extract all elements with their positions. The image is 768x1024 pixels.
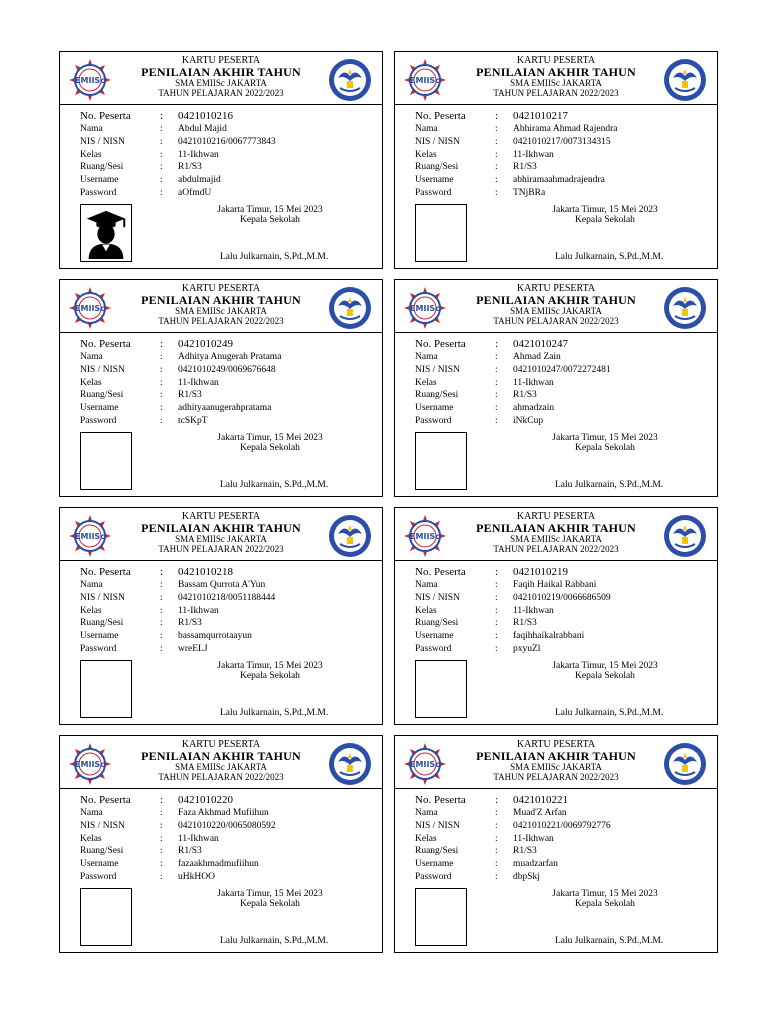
participant-username: adhityaanugerahpratama xyxy=(178,403,272,414)
row-username: Username : bassamqurrotaayun xyxy=(80,631,252,642)
participant-room: R1/S3 xyxy=(513,618,537,629)
card-title: KARTU PESERTA xyxy=(181,511,261,522)
row-username: Username : muadzarfan xyxy=(415,859,558,870)
participant-nis: 0421010221/0069792776 xyxy=(513,820,611,831)
participant-class: 11-Ikhwan xyxy=(513,605,554,616)
principal-name: Lalu Julkarnain, S.Pd.,M.M. xyxy=(220,936,329,946)
participant-password: dbpSkj xyxy=(513,871,540,882)
exam-title: PENILAIAN AKHIR TAHUN xyxy=(141,293,301,307)
card-title: KARTU PESERTA xyxy=(516,511,596,522)
school-logo-icon xyxy=(68,286,112,330)
card-grid xyxy=(59,51,718,953)
exam-title: PENILAIAN AKHIR TAHUN xyxy=(476,293,636,307)
academic-year: TAHUN PELAJARAN 2022/2023 xyxy=(158,316,284,326)
participant-card-5 xyxy=(59,507,383,725)
row-kelas: Kelas : 11-Ikhwan xyxy=(415,377,554,388)
photo-box xyxy=(80,432,132,490)
academic-year: TAHUN PELAJARAN 2022/2023 xyxy=(493,316,619,326)
row-ruang: Ruang/Sesi : R1/S3 xyxy=(80,162,202,173)
card-title: KARTU PESERTA xyxy=(181,283,261,294)
row-nama: Nama : Faza Akhmad Mufiihun xyxy=(80,808,269,818)
signature-block xyxy=(545,205,665,225)
row-nis: NIS / NISN : 0421010216/0067773843 xyxy=(80,136,276,147)
svg-text:EMIISc: EMIISc xyxy=(410,532,440,541)
principal-name: Lalu Julkarnain, S.Pd.,M.M. xyxy=(555,480,664,490)
row-nis: NIS / NISN : 0421010219/0066686509 xyxy=(415,592,611,603)
participant-class: 11-Ikhwan xyxy=(178,377,219,388)
row-nis: NIS / NISN : 0421010220/0065080592 xyxy=(80,820,276,831)
signature-block xyxy=(210,661,330,681)
tut-wuri-handayani-icon xyxy=(663,742,707,786)
photo-box xyxy=(415,204,467,262)
participant-nis: 0421010217/0073134315 xyxy=(513,136,611,147)
participant-name: Bassam Qurrota A'Yun xyxy=(178,580,266,590)
svg-text:EMIISc: EMIISc xyxy=(75,760,105,769)
sign-place-date: Jakarta Timur, 15 Mei 2023 xyxy=(217,661,323,671)
row-no-peserta: No. Peserta : 0421010249 xyxy=(80,338,233,350)
card-header xyxy=(395,52,717,105)
photo-box xyxy=(415,888,467,946)
row-password: Password : dbpSkj xyxy=(415,871,540,882)
row-kelas: Kelas : 11-Ikhwan xyxy=(80,377,219,388)
svg-text:EMIISc: EMIISc xyxy=(75,532,105,541)
participant-room: R1/S3 xyxy=(513,846,537,857)
card-title: KARTU PESERTA xyxy=(516,55,596,66)
row-nis: NIS / NISN : 0421010217/0073134315 xyxy=(415,136,611,147)
exam-title: PENILAIAN AKHIR TAHUN xyxy=(476,65,636,79)
graduate-avatar-icon xyxy=(81,205,131,261)
participant-card-7 xyxy=(59,735,383,953)
sign-place-date: Jakarta Timur, 15 Mei 2023 xyxy=(217,205,323,215)
row-ruang: Ruang/Sesi : R1/S3 xyxy=(80,618,202,629)
row-no-peserta: No. Peserta : 0421010217 xyxy=(415,110,568,122)
participant-password: uHkHOO xyxy=(178,871,215,882)
participant-username: faqihhaikalrabbani xyxy=(513,631,585,642)
row-no-peserta: No. Peserta : 0421010220 xyxy=(80,794,233,806)
participant-name: Muad'Z Arfan xyxy=(513,808,567,818)
school-name: SMA EMIISc JAKARTA xyxy=(175,534,267,544)
participant-class: 11-Ikhwan xyxy=(513,149,554,160)
participant-name: Ahmad Zain xyxy=(513,352,561,362)
participant-username: abhiramaahmadrajendra xyxy=(513,175,605,186)
svg-text:EMIISc: EMIISc xyxy=(75,304,105,313)
card-header xyxy=(395,280,717,333)
school-logo-icon xyxy=(403,514,447,558)
principal-name: Lalu Julkarnain, S.Pd.,M.M. xyxy=(220,480,329,490)
row-password: Password : wreELJ xyxy=(80,643,208,654)
participant-room: R1/S3 xyxy=(178,618,202,629)
row-kelas: Kelas : 11-Ikhwan xyxy=(80,605,219,616)
row-nama: Nama : Faqih Haikal Rabbani xyxy=(415,580,597,590)
participant-info xyxy=(415,565,611,656)
participant-class: 11-Ikhwan xyxy=(513,833,554,844)
sign-role: Kepala Sekolah xyxy=(240,443,300,453)
sign-role: Kepala Sekolah xyxy=(575,671,635,681)
participant-card-1 xyxy=(59,51,383,269)
tut-wuri-handayani-icon xyxy=(663,286,707,330)
exam-title: PENILAIAN AKHIR TAHUN xyxy=(141,65,301,79)
sign-role: Kepala Sekolah xyxy=(575,899,635,909)
row-nis: NIS / NISN : 0421010218/0051188444 xyxy=(80,592,276,603)
row-ruang: Ruang/Sesi : R1/S3 xyxy=(415,162,537,173)
exam-title: PENILAIAN AKHIR TAHUN xyxy=(476,749,636,763)
participant-username: muadzarfan xyxy=(513,859,558,870)
participant-number: 0421010220 xyxy=(178,794,233,806)
academic-year: TAHUN PELAJARAN 2022/2023 xyxy=(493,772,619,782)
school-name: SMA EMIISc JAKARTA xyxy=(510,78,602,88)
row-kelas: Kelas : 11-Ikhwan xyxy=(415,605,554,616)
row-password: Password : uHkHOO xyxy=(80,871,215,882)
row-no-peserta: No. Peserta : 0421010247 xyxy=(415,338,568,350)
participant-password: iNkCup xyxy=(513,415,544,426)
participant-info xyxy=(415,793,611,884)
row-nama: Nama : Muad'Z Arfan xyxy=(415,808,567,818)
svg-text:EMIISc: EMIISc xyxy=(410,760,440,769)
sign-place-date: Jakarta Timur, 15 Mei 2023 xyxy=(552,205,658,215)
row-username: Username : abhiramaahmadrajendra xyxy=(415,175,605,186)
academic-year: TAHUN PELAJARAN 2022/2023 xyxy=(493,544,619,554)
participant-class: 11-Ikhwan xyxy=(178,833,219,844)
photo-box xyxy=(80,204,132,262)
participant-info xyxy=(80,793,276,884)
school-logo-icon xyxy=(68,58,112,102)
participant-card-8 xyxy=(394,735,718,953)
photo-box xyxy=(80,660,132,718)
sign-role: Kepala Sekolah xyxy=(240,899,300,909)
row-kelas: Kelas : 11-Ikhwan xyxy=(80,149,219,160)
photo-box xyxy=(415,432,467,490)
signature-block xyxy=(545,433,665,453)
participant-number: 0421010219 xyxy=(513,566,568,578)
svg-text:EMIISc: EMIISc xyxy=(410,76,440,85)
participant-number: 0421010218 xyxy=(178,566,233,578)
participant-card-2 xyxy=(394,51,718,269)
signature-block xyxy=(545,661,665,681)
row-no-peserta: No. Peserta : 0421010218 xyxy=(80,566,233,578)
card-header xyxy=(60,508,382,561)
row-nama: Nama : Abhirama Ahmad Rajendra xyxy=(415,124,618,134)
sign-role: Kepala Sekolah xyxy=(240,215,300,225)
principal-name: Lalu Julkarnain, S.Pd.,M.M. xyxy=(220,708,329,718)
row-username: Username : abdulmajid xyxy=(80,175,221,186)
svg-text:EMIISc: EMIISc xyxy=(410,304,440,313)
participant-room: R1/S3 xyxy=(178,162,202,173)
participant-class: 11-Ikhwan xyxy=(513,377,554,388)
row-password: Password : tcSKpT xyxy=(80,415,208,426)
school-logo-icon xyxy=(403,58,447,102)
principal-name: Lalu Julkarnain, S.Pd.,M.M. xyxy=(555,252,664,262)
signature-block xyxy=(210,433,330,453)
signature-block xyxy=(210,205,330,225)
school-name: SMA EMIISc JAKARTA xyxy=(175,306,267,316)
school-name: SMA EMIISc JAKARTA xyxy=(175,762,267,772)
tut-wuri-handayani-icon xyxy=(328,58,372,102)
card-header xyxy=(395,508,717,561)
card-title: KARTU PESERTA xyxy=(516,283,596,294)
sign-place-date: Jakarta Timur, 15 Mei 2023 xyxy=(552,661,658,671)
participant-name: Adhitya Anugerah Pratama xyxy=(178,352,282,362)
row-nama: Nama : Bassam Qurrota A'Yun xyxy=(80,580,266,590)
sign-place-date: Jakarta Timur, 15 Mei 2023 xyxy=(552,433,658,443)
participant-number: 0421010249 xyxy=(178,338,233,350)
card-title: KARTU PESERTA xyxy=(516,739,596,750)
tut-wuri-handayani-icon xyxy=(663,58,707,102)
row-password: Password : pxyuZl xyxy=(415,643,541,654)
participant-info xyxy=(80,565,275,656)
svg-text:EMIISc: EMIISc xyxy=(75,76,105,85)
participant-card-6 xyxy=(394,507,718,725)
exam-title: PENILAIAN AKHIR TAHUN xyxy=(141,521,301,535)
row-username: Username : adhityaanugerahpratama xyxy=(80,403,272,414)
participant-name: Faqih Haikal Rabbani xyxy=(513,580,597,590)
principal-name: Lalu Julkarnain, S.Pd.,M.M. xyxy=(555,708,664,718)
card-title: KARTU PESERTA xyxy=(181,739,261,750)
row-ruang: Ruang/Sesi : R1/S3 xyxy=(80,846,202,857)
school-name: SMA EMIISc JAKARTA xyxy=(510,534,602,544)
academic-year: TAHUN PELAJARAN 2022/2023 xyxy=(493,88,619,98)
participant-nis: 0421010220/0065080592 xyxy=(178,820,276,831)
academic-year: TAHUN PELAJARAN 2022/2023 xyxy=(158,544,284,554)
signature-block xyxy=(210,889,330,909)
row-no-peserta: No. Peserta : 0421010221 xyxy=(415,794,568,806)
participant-room: R1/S3 xyxy=(513,390,537,401)
card-header xyxy=(60,52,382,105)
participant-nis: 0421010247/0072272481 xyxy=(513,364,611,375)
sign-place-date: Jakarta Timur, 15 Mei 2023 xyxy=(217,433,323,443)
card-header xyxy=(60,280,382,333)
participant-nis: 0421010216/0067773843 xyxy=(178,136,276,147)
card-title: KARTU PESERTA xyxy=(181,55,261,66)
row-username: Username : fazaakhmadmufiihun xyxy=(80,859,259,870)
photo-box xyxy=(80,888,132,946)
participant-info xyxy=(80,109,276,200)
exam-title: PENILAIAN AKHIR TAHUN xyxy=(476,521,636,535)
row-nis: NIS / NISN : 0421010247/0072272481 xyxy=(415,364,611,375)
participant-card-3 xyxy=(59,279,383,497)
exam-title: PENILAIAN AKHIR TAHUN xyxy=(141,749,301,763)
row-nama: Nama : Abdul Majid xyxy=(80,124,227,134)
participant-room: R1/S3 xyxy=(178,390,202,401)
row-password: Password : TNjBRa xyxy=(415,187,546,198)
participant-info xyxy=(415,337,611,428)
row-nis: NIS / NISN : 0421010249/0069676648 xyxy=(80,364,276,375)
tut-wuri-handayani-icon xyxy=(328,286,372,330)
participant-username: abdulmajid xyxy=(178,175,221,186)
participant-class: 11-Ikhwan xyxy=(178,149,219,160)
row-username: Username : faqihhaikalrabbani xyxy=(415,631,585,642)
participant-username: fazaakhmadmufiihun xyxy=(178,859,259,870)
card-header xyxy=(60,736,382,789)
row-username: Username : ahmadzain xyxy=(415,403,555,414)
academic-year: TAHUN PELAJARAN 2022/2023 xyxy=(158,88,284,98)
participant-password: tcSKpT xyxy=(178,415,208,426)
participant-card-4 xyxy=(394,279,718,497)
sign-place-date: Jakarta Timur, 15 Mei 2023 xyxy=(217,889,323,899)
sign-role: Kepala Sekolah xyxy=(575,443,635,453)
participant-password: aOfmdU xyxy=(178,187,212,198)
school-name: SMA EMIISc JAKARTA xyxy=(175,78,267,88)
row-no-peserta: No. Peserta : 0421010219 xyxy=(415,566,568,578)
row-ruang: Ruang/Sesi : R1/S3 xyxy=(80,390,202,401)
principal-name: Lalu Julkarnain, S.Pd.,M.M. xyxy=(555,936,664,946)
row-nama: Nama : Adhitya Anugerah Pratama xyxy=(80,352,282,362)
school-logo-icon xyxy=(68,514,112,558)
row-nama: Nama : Ahmad Zain xyxy=(415,352,561,362)
participant-nis: 0421010249/0069676648 xyxy=(178,364,276,375)
row-nis: NIS / NISN : 0421010221/0069792776 xyxy=(415,820,611,831)
sign-place-date: Jakarta Timur, 15 Mei 2023 xyxy=(552,889,658,899)
row-password: Password : iNkCup xyxy=(415,415,544,426)
participant-name: Abhirama Ahmad Rajendra xyxy=(513,124,618,134)
school-logo-icon xyxy=(403,286,447,330)
row-ruang: Ruang/Sesi : R1/S3 xyxy=(415,618,537,629)
participant-info xyxy=(415,109,617,200)
participant-info xyxy=(80,337,281,428)
participant-number: 0421010221 xyxy=(513,794,568,806)
school-logo-icon xyxy=(403,742,447,786)
participant-password: wreELJ xyxy=(178,643,208,654)
photo-box xyxy=(415,660,467,718)
sign-role: Kepala Sekolah xyxy=(575,215,635,225)
participant-name: Faza Akhmad Mufiihun xyxy=(178,808,269,818)
participant-nis: 0421010219/0066686509 xyxy=(513,592,611,603)
row-ruang: Ruang/Sesi : R1/S3 xyxy=(415,846,537,857)
row-kelas: Kelas : 11-Ikhwan xyxy=(415,149,554,160)
principal-name: Lalu Julkarnain, S.Pd.,M.M. xyxy=(220,252,329,262)
participant-number: 0421010247 xyxy=(513,338,568,350)
tut-wuri-handayani-icon xyxy=(328,742,372,786)
row-password: Password : aOfmdU xyxy=(80,187,212,198)
tut-wuri-handayani-icon xyxy=(328,514,372,558)
row-kelas: Kelas : 11-Ikhwan xyxy=(415,833,554,844)
participant-name: Abdul Majid xyxy=(178,124,227,134)
tut-wuri-handayani-icon xyxy=(663,514,707,558)
participant-room: R1/S3 xyxy=(178,846,202,857)
participant-number: 0421010216 xyxy=(178,110,233,122)
row-kelas: Kelas : 11-Ikhwan xyxy=(80,833,219,844)
school-name: SMA EMIISc JAKARTA xyxy=(510,306,602,316)
participant-password: TNjBRa xyxy=(513,187,546,198)
participant-room: R1/S3 xyxy=(513,162,537,173)
row-ruang: Ruang/Sesi : R1/S3 xyxy=(415,390,537,401)
participant-password: pxyuZl xyxy=(513,643,541,654)
participant-class: 11-Ikhwan xyxy=(178,605,219,616)
sign-role: Kepala Sekolah xyxy=(240,671,300,681)
school-name: SMA EMIISc JAKARTA xyxy=(510,762,602,772)
card-header xyxy=(395,736,717,789)
academic-year: TAHUN PELAJARAN 2022/2023 xyxy=(158,772,284,782)
participant-nis: 0421010218/0051188444 xyxy=(178,592,276,603)
school-logo-icon xyxy=(68,742,112,786)
signature-block xyxy=(545,889,665,909)
participant-username: ahmadzain xyxy=(513,403,555,414)
row-no-peserta: No. Peserta : 0421010216 xyxy=(80,110,233,122)
participant-username: bassamqurrotaayun xyxy=(178,631,252,642)
participant-number: 0421010217 xyxy=(513,110,568,122)
